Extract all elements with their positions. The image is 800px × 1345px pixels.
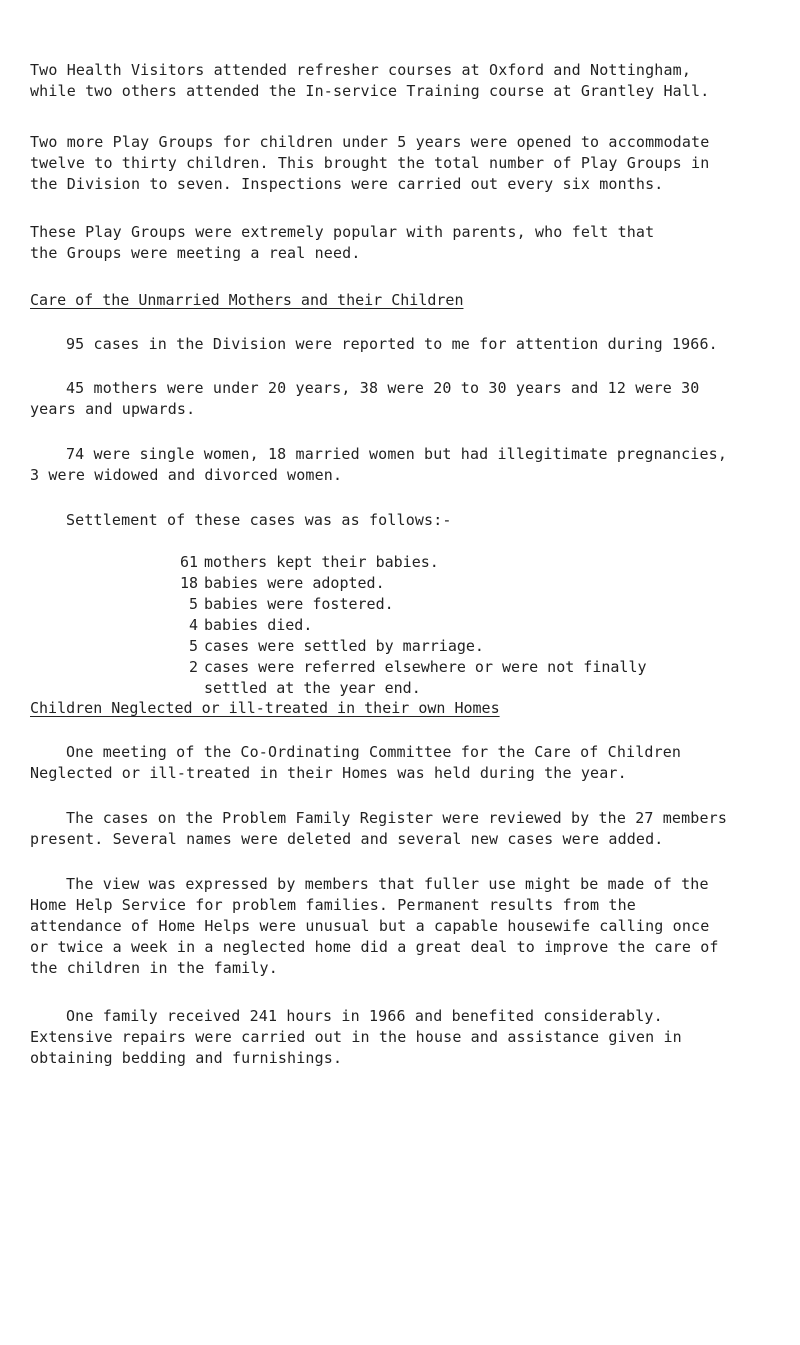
text-line: The view was expressed by members that fuller use might be made of the bbox=[66, 875, 709, 893]
text-line: One meeting of the Co-Ordinating Committee for the Care of Children bbox=[66, 743, 682, 761]
list-item-text: babies were adopted. bbox=[204, 574, 385, 592]
list-item bbox=[170, 594, 647, 615]
list-item bbox=[170, 573, 647, 594]
text-line: present. Several names were deleted and several new cases were added. bbox=[30, 830, 664, 848]
text-line: the children in the family. bbox=[30, 959, 278, 977]
list-item-number: 5 bbox=[188, 637, 198, 655]
text-line: or twice a week in a neglected home did a great deal to improve the care of bbox=[30, 938, 719, 956]
text-line: twelve to thirty children. This brought the total number of Play Groups in bbox=[30, 154, 710, 172]
text-line: These Play Groups were extremely popular with parents, who felt that bbox=[30, 223, 655, 241]
section-heading-children-neglected: Children Neglected or ill-treated in their own Homes bbox=[30, 699, 500, 717]
text-line: 45 mothers were under 20 years, 38 were 20 to 30 years and 12 were 30 bbox=[66, 379, 700, 397]
text-line: 3 were widowed and divorced women. bbox=[30, 466, 343, 484]
text-line: while two others attended the In-service Training course at Grantley Hall. bbox=[30, 82, 710, 100]
list-item-number: 18 bbox=[179, 574, 198, 592]
text-line: The cases on the Problem Family Register were reviewed by the 27 members bbox=[66, 809, 728, 827]
text-line: obtaining bedding and furnishings. bbox=[30, 1049, 343, 1067]
list-item-text: babies died. bbox=[204, 616, 313, 634]
paragraph-marital-status bbox=[30, 444, 727, 486]
list-item bbox=[170, 615, 647, 636]
list-item bbox=[170, 657, 647, 699]
list-item bbox=[170, 636, 647, 657]
paragraph-cases-reported bbox=[66, 334, 718, 355]
list-item-text: cases were settled by marriage. bbox=[204, 637, 484, 655]
list-item-text: mothers kept their babies. bbox=[204, 553, 439, 571]
paragraph-play-groups bbox=[30, 132, 709, 195]
text-line: Two more Play Groups for children under 5 years were opened to accommodate bbox=[30, 133, 710, 151]
paragraph-play-groups-popular bbox=[30, 222, 654, 264]
text-line: 95 cases in the Division were reported to me for attention during 1966. bbox=[66, 335, 718, 353]
text-line: One family received 241 hours in 1966 and benefited considerably. bbox=[66, 1007, 663, 1025]
text-line: years and upwards. bbox=[30, 400, 196, 418]
text-line: Home Help Service for problem families. Permanent results from the bbox=[30, 896, 636, 914]
section-heading-unmarried-mothers: Care of the Unmarried Mothers and their Children bbox=[30, 291, 464, 309]
paragraph-home-help-service bbox=[30, 874, 719, 979]
paragraph-coordinating-committee bbox=[30, 742, 681, 784]
settlement-list bbox=[170, 552, 647, 699]
list-item-text: babies were fostered. bbox=[204, 595, 394, 613]
paragraph-family-benefited bbox=[30, 1006, 682, 1069]
list-item-text: cases were referred elsewhere or were not finally bbox=[204, 658, 647, 676]
paragraph-settlement-intro bbox=[66, 510, 452, 531]
paragraph-mother-ages bbox=[30, 378, 699, 420]
list-item-number: 61 bbox=[179, 553, 198, 571]
text-line: Extensive repairs were carried out in the house and assistance given in bbox=[30, 1028, 682, 1046]
list-item-continuation: settled at the year end. bbox=[204, 679, 421, 697]
list-item-number: 5 bbox=[188, 595, 198, 613]
list-item-number: 2 bbox=[188, 658, 198, 676]
text-line: Neglected or ill-treated in their Homes was held during the year. bbox=[30, 764, 627, 782]
list-item bbox=[170, 552, 647, 573]
text-line: 74 were single women, 18 married women but had illegitimate pregnancies, bbox=[66, 445, 728, 463]
text-line: Settlement of these cases was as follows:- bbox=[66, 511, 452, 529]
text-line: attendance of Home Helps were unusual but a capable housewife calling once bbox=[30, 917, 710, 935]
list-item-number: 4 bbox=[188, 616, 198, 634]
paragraph-refresher-courses bbox=[30, 60, 709, 102]
text-line: the Groups were meeting a real need. bbox=[30, 244, 361, 262]
text-line: Two Health Visitors attended refresher courses at Oxford and Nottingham, bbox=[30, 61, 692, 79]
text-line: the Division to seven. Inspections were carried out every six months. bbox=[30, 175, 664, 193]
paragraph-problem-family-register bbox=[30, 808, 727, 850]
